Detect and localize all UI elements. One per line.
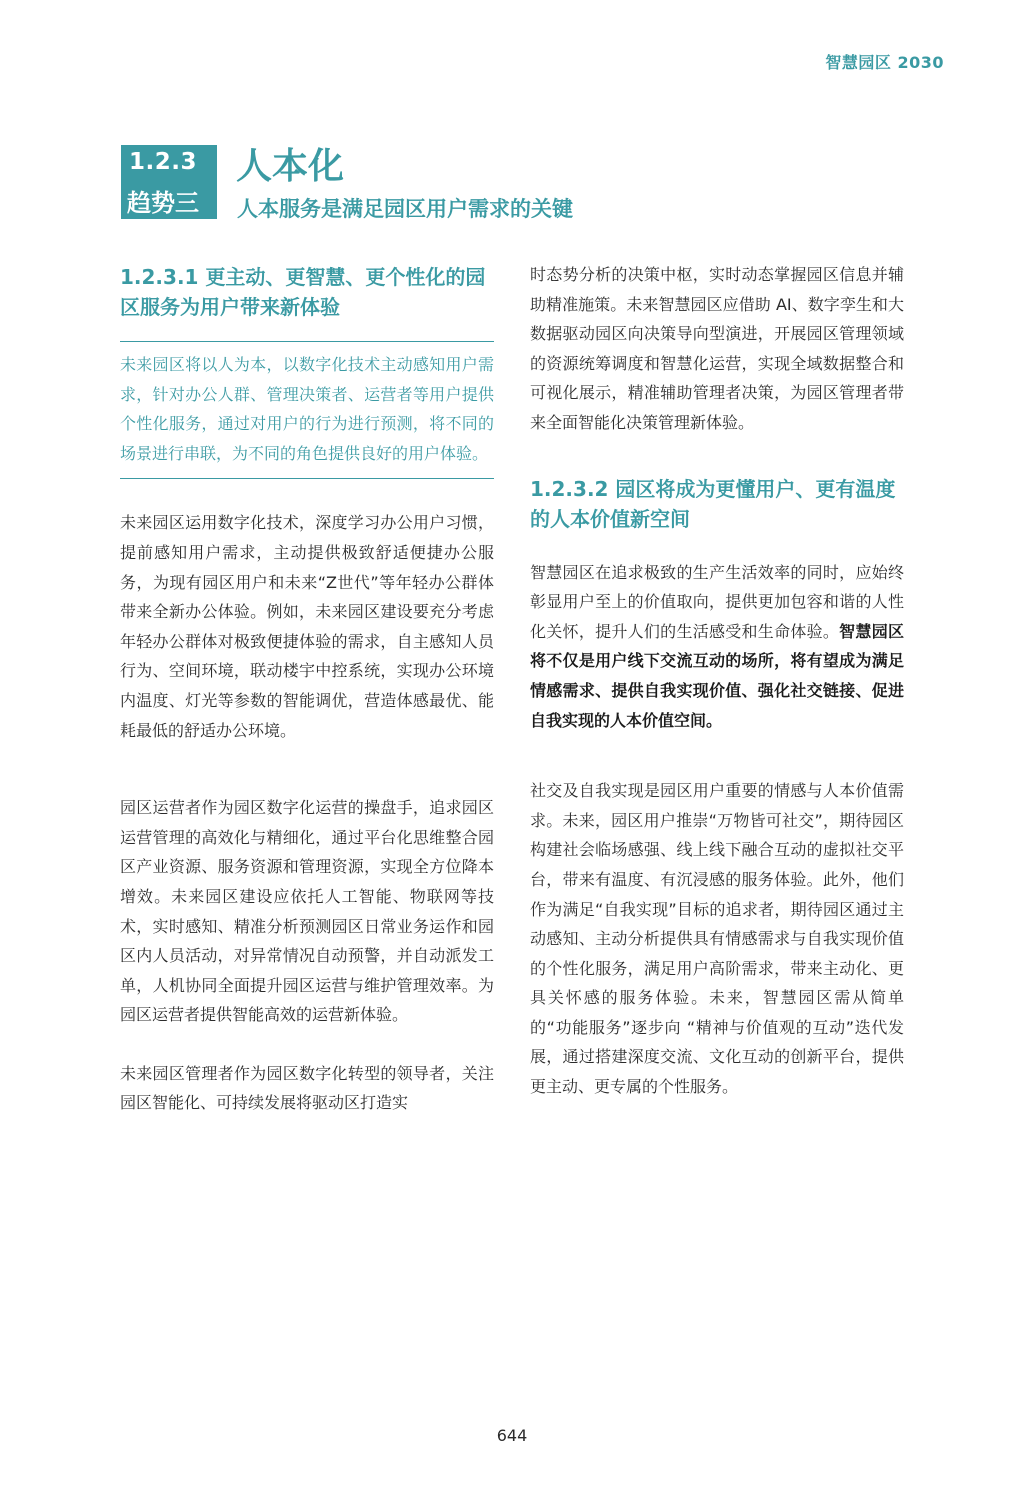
left-column xyxy=(120,260,494,1118)
paragraph: 未来园区管理者作为园区数字化转型的领导者，关注园区智能化、可持续发展将驱动区打造实 xyxy=(120,1063,494,1113)
paragraph-continuation: 时态势分析的决策中枢，实时动态掌握园区信息并辅助精准施策。未来智慧园区应借助 AI、数字孪生和大数据驱动园区向决策导向型演进，开展园区管理领域的资源统筹调度和智慧化运营，实现全域数据整合和可视化展示，精准辅助管理者决策，为园区管理者带来全面智能化决策管理新体验。 xyxy=(530,265,904,432)
section-badge xyxy=(121,145,217,219)
emphasis-text: 智慧园区将不仅是用户线下交流互动的场所，将有望成为满足情感需求、提供自我实现价值、强化社交链接、促进自我实现的人本价值空间。 xyxy=(530,621,904,730)
page-number: 644 xyxy=(496,1426,528,1445)
header-brand: 智慧园区 2030 xyxy=(825,53,944,72)
section-header xyxy=(121,145,921,225)
paragraph-text: 智慧园区在追求极致的生产生活效率的同时，应始终彰显用户至上的价值取向，提供更加包容和谐的人性化关怀，提升人们的生活感受和生命体验。 xyxy=(530,562,904,641)
right-column xyxy=(530,260,904,1102)
section-title: 人本化 xyxy=(236,146,345,187)
paragraph: 园区运营者作为园区数字化运营的操盘手，追求园区运营管理的高效化与精细化，通过平台化思维整合园区产业资源、服务资源和管理资源，实现全方位降本增效。未来园区建设应依托人工智能、物联网等技术，实时感知、精准分析预测园区日常业务运作和园区内人员活动，对异常情况自动预警，并自动派发工单，人机协同全面提升园区运营与维护管理效率。为园区运营者提供智能高效的运营新体验。 xyxy=(120,798,494,1025)
section-subtitle: 人本服务是满足园区用户需求的关键 xyxy=(237,197,573,221)
paragraph: 社交及自我实现是园区用户重要的情感与人本价值需求。未来，园区用户推崇“万物皆可社交”，期待园区构建社会临场感强、线上线下融合互动的虚拟社交平台，带来有温度、有沉浸感的服务体验。此外，他们作为满足“自我实现”目标的追求者，期待园区通过主动感知、主动分析提供具有情感需求与自我实现价值的个性化服务，满足用户高阶需求，带来主动化、更具关怀感的服务体验。未来，智慧园区需从简单的“功能服务”逐步向 “精神与价值观的互动”迭代发展，通过搭建深度交流、文化互动的创新平台，提供更主动、更专属的个性服务。 xyxy=(530,781,904,1097)
callout-box: 未来园区将以人为本，以数字化技术主动感知用户需求，针对办公人群、管理决策者、运营者等用户提供个性化服务，通过对用户的行为进行预测，将不同的场景进行串联，为不同的角色提供良好的用户体验。 xyxy=(120,341,494,479)
trend-label: 趋势三 xyxy=(127,189,199,217)
subsection-heading-2: 1.2.3.2 园区将成为更懂用户、更有温度的人本价值新空间 xyxy=(530,476,896,531)
subsection-heading-1: 1.2.3.1 更主动、更智慧、更个性化的园区服务为用户带来新体验 xyxy=(120,265,486,319)
section-number: 1.2.3 xyxy=(129,149,197,175)
paragraph xyxy=(530,558,904,736)
paragraph: 未来园区运用数字化技术，深度学习办公用户习惯，提前感知用户需求，主动提供极致舒适便捷办公服务，为现有园区用户和未来“Z世代”等年轻办公群体带来全新办公体验。例如，未来园区建设要充分考虑年轻办公群体对极致便捷体验的需求，自主感知人员行为、空间环境，联动楼宇中控系统，实现办公环境内温度、灯光等参数的智能调优，营造体感最优、能耗最低的舒适办公环境。 xyxy=(120,513,494,740)
